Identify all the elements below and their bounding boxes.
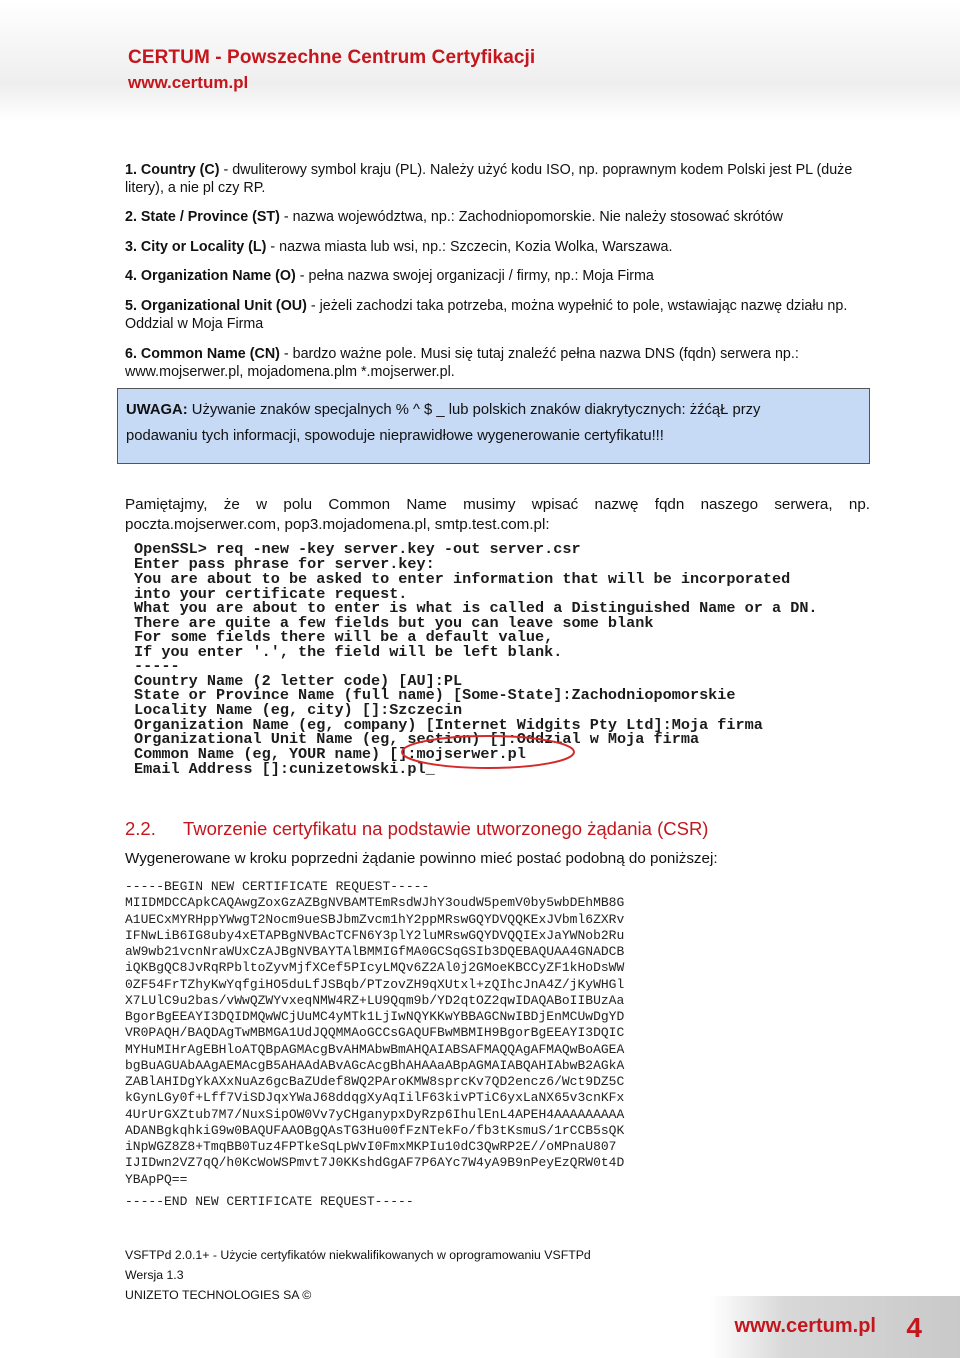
highlight-ellipse-icon <box>128 536 878 786</box>
footer-company: UNIZETO TECHNOLOGIES SA © <box>125 1288 312 1302</box>
field-label: 1. Country (C) <box>125 162 220 178</box>
console-line: Organization Name (eg, company) [Internet Widgits Pty Ltd]:Moja firma <box>134 716 763 734</box>
footer-url: www.certum.pl <box>734 1315 876 1337</box>
note-line-2: poczta.mojserwer.com, pop3.mojadomena.pl, smtp.test.com.pl: <box>125 516 550 533</box>
field-item-country <box>125 161 870 197</box>
field-label: 3. City or Locality (L) <box>125 239 267 255</box>
field-text: - pełna nazwa swojej organizacji / firmy, np.: Moja Firma <box>295 268 654 284</box>
footer-version: Wersja 1.3 <box>125 1268 184 1282</box>
footer-document-title: VSFTPd 2.0.1+ - Użycie certyfikatów niekwalifikowanych w oprogramowaniu VSFTPd <box>125 1248 591 1262</box>
csr-line: -----END NEW CERTIFICATE REQUEST----- <box>125 1194 414 1209</box>
csr-line: A1UECxMYRHppYWwgT2Nocm9ueSBJbmZvcm1hY2ppMRswGQYDVQQKExJVbml6ZXRv <box>125 912 625 927</box>
field-text: - nazwa miasta lub wsi, np.: Szczecin, Kozia Wolka, Warszawa. <box>266 239 673 255</box>
csr-line: X7LUlC9u2bas/vWwQZWYvxeqNMW4RZ+LU9Qqm9b/YD2qtOZ2qwIDAQABoIIBUzAa <box>125 993 625 1008</box>
section-heading <box>125 818 708 840</box>
csr-line: YBApPQ== <box>125 1172 188 1187</box>
warning-label: UWAGA: <box>126 402 188 418</box>
console-line: ----- <box>134 657 180 675</box>
csr-line: MIIDMDCCApkCAQAwgZoxGzAZBgNVBAMTEmRsdWJhY3oudW5pemV0by5wbDEhMB8G <box>125 895 625 910</box>
console-line: You are about to be asked to enter information that will be incorporated <box>134 570 791 588</box>
section-intro: Wygenerowane w kroku poprzedni żądanie powinno mieć postać podobną do poniższej: <box>125 850 718 867</box>
warning-line-2: podawaniu tych informacji, spowoduje nieprawidłowe wygenerowanie certyfikatu!!! <box>126 428 664 444</box>
field-item-state <box>125 208 870 226</box>
csr-line: MYHuMIHrAgEBHloATQBpAGMAcgBvAHMAbwBmAHQAIABSAFMAQQAgAFMAQwBoAGEA <box>125 1042 625 1057</box>
csr-line: ZABlAHIDgYkAXxNuAz6gcBaZUdef8WQ2PAroKMW8sprcKv7QD2encz6/Wct9DZ5C <box>125 1074 625 1089</box>
console-line: Email Address []:cunizetowski.pl_ <box>134 760 435 778</box>
csr-line: ADANBgkqhkiG9w0BAQUFAAOBgQAsTG3Hu00fFzNTekFo/fb3tKsmuS/1rCCB5sQK <box>125 1123 625 1138</box>
warning-box <box>117 388 870 464</box>
console-line: If you enter '.', the field will be left blank. <box>134 643 563 661</box>
csr-line: kGynLGy0f+Lff7ViSDJqxYWaJ68ddqgXyAqIilF63kivPTiC6yxLaNX65v3cnKFx <box>125 1090 625 1105</box>
section-number: 2.2. <box>125 818 156 839</box>
csr-line: aW9wb21vcnNraWUxCzAJBgNVBAYTAlBMMIGfMA0GCSqGSIb3DQEBAQUAA4GNADCB <box>125 944 625 959</box>
console-line: Country Name (2 letter code) [AU]:PL <box>134 672 463 690</box>
field-label: 5. Organizational Unit (OU) <box>125 298 307 314</box>
note-line-1: Pamiętajmy, że w polu Common Name musimy wpisać nazwę fqdn naszego serwera, np. <box>125 496 870 513</box>
csr-line: IJIDwn2VZ7qQ/h0KcWoWSPmvt7J0KKshdGgAF7P6AYc7W4yA9B9nPeyEzQRW0t4D <box>125 1155 625 1170</box>
console-screenshot <box>128 536 878 786</box>
field-item-unit <box>125 297 870 333</box>
csr-line: IFNwLiB6IG8uby4xETAPBgNVBAcTCFN6Y3plY2luMRswGQYDVQQIExJaYWNob2Ru <box>125 928 625 943</box>
console-line: State or Province Name (full name) [Some-State]:Zachodniopomorskie <box>134 686 736 704</box>
csr-line: iQKBgQC8JvRqRPbltoZyvMjfXCef5PIcyLMQv6Z2Al0j2GMoeKBCCyZF1kHoDsWW <box>125 960 625 975</box>
console-line: What you are about to enter is what is called a Distinguished Name or a DN. <box>134 599 818 617</box>
csr-line: -----BEGIN NEW CERTIFICATE REQUEST----- <box>125 879 430 894</box>
field-label: 6. Common Name (CN) <box>125 346 280 362</box>
console-line: Locality Name (eg, city) []:Szczecin <box>134 701 463 719</box>
warning-text-1: Używanie znaków specjalnych % ^ $ _ lub polskich znaków diakrytycznych: żźćąŁ przy <box>187 402 761 418</box>
console-line: Common Name (eg, YOUR name) []:mojserwer.pl <box>134 745 526 763</box>
field-text: - jeżeli zachodzi taka potrzeba, można wypełnić to pole, wstawiając nazwę działu np. Oddzial w Moja Firma <box>125 298 848 332</box>
csr-line: 4UrUrGXZtub7M7/NuxSipOW0Vv7yCHganypxDyRzp6IhulEnL4APEH4AAAAAAAAA <box>125 1107 625 1122</box>
brand-url: www.certum.pl <box>128 73 249 92</box>
field-label: 2. State / Province (ST) <box>125 209 280 225</box>
console-line: Organizational Unit Name (eg, section) []:Oddzial w Moja firma <box>134 730 700 748</box>
field-label: 4. Organization Name (O) <box>125 268 296 284</box>
console-line: OpenSSL> req -new -key server.key -out server.csr <box>134 540 581 558</box>
csr-line: VR0PAQH/BAQDAgTwMBMGA1UdJQQMMAoGCCsGAQUFBwMBMIH9BgorBgEEAYI3DQIC <box>125 1025 625 1040</box>
field-item-organization <box>125 267 870 285</box>
warning-line-1 <box>126 402 760 418</box>
page-number: 4 <box>906 1312 922 1343</box>
console-line: For some fields there will be a default value, <box>134 628 554 646</box>
section-title: Tworzenie certyfikatu na podstawie utworzonego żądania (CSR) <box>183 818 709 839</box>
console-line: into your certificate request. <box>134 585 408 603</box>
field-text: - dwuliterowy symbol kraju (PL). Należy użyć kodu ISO, np. poprawnym kodem Polski jest PL (duże litery), a nie pl czy RP. <box>125 162 853 196</box>
brand-title: CERTUM - Powszechne Centrum Certyfikacji <box>128 47 536 68</box>
field-item-common-name <box>125 345 870 381</box>
csr-line: BgorBgEEAYI3DQIDMQwWCjUuMC4yMTk1LjIwNQYKKwYBBAGCNwIBDjEnMCUwDgYD <box>125 1009 625 1024</box>
field-item-city <box>125 238 870 256</box>
csr-line: iNpWGZ8Z8+TmqBB0Tuz4FPTkeSqLpWvI0FmxMKPIu10dC3QwRP2E//oMPnaU807 <box>125 1139 617 1154</box>
field-text: - bardzo ważne pole. Musi się tutaj znaleźć pełna nazwa DNS (fqdn) serwera np.: www.mojserwer.pl, mojadomena.plm *.mojserwer.pl. <box>125 346 799 380</box>
field-text: - nazwa województwa, np.: Zachodniopomorskie. Nie należy stosować skrótów <box>279 209 783 225</box>
console-line: Enter pass phrase for server.key: <box>134 555 435 573</box>
csr-line: bgBuAGUAbAAgAEMAcgB5AHAAdABvAGcAcgBhAHAAaABpAGMAIABQAHIAbwB2AGkA <box>125 1058 625 1073</box>
csr-line: 0ZF54FrTZhyKwYqfgiHO5duLfJSBqb/PTzovZH9qXUtxl+zQIhcJnA4Z/jKyWHGl <box>125 977 625 992</box>
console-line: There are quite a few fields but you can leave some blank <box>134 614 654 632</box>
